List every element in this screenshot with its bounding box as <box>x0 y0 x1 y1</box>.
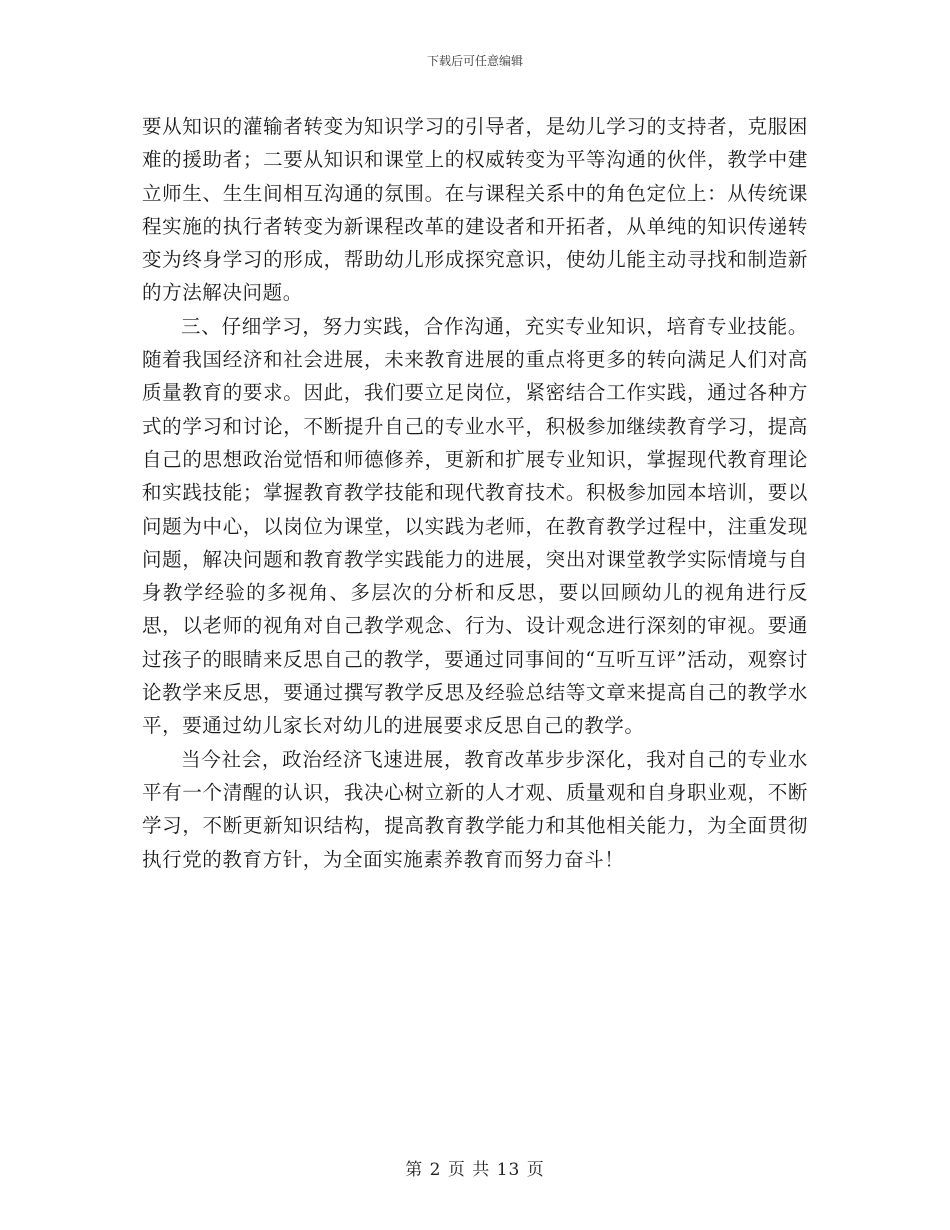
paragraph-continued: 要从知识的灌输者转变为知识学习的引导者，是幼儿学习的支持者，克服困难的援助者；二要从知识和课堂上的权威转变为平等沟通的伙伴，教学中建立师生、生生间相互沟通的氛围。在与课程关系中的角色定位上：从传统课程实施的执行者转变为新课程改革的建设者和开拓者，从单纯的知识传递转变为终身学习的形成，帮助幼儿形成探究意识，使幼儿能主动寻找和制造新的方法解决问题。 <box>142 115 808 305</box>
page-header: 下载后可任意编辑 <box>426 54 523 68</box>
document-body <box>142 110 808 876</box>
paragraph-section-three: 三、仔细学习，努力实践，合作沟通，充实专业知识，培育专业技能。随着我国经济和社会进展，未来教育进展的重点将更多的转向满足人们对高质量教育的要求。因此，我们要立足岗位，紧密结合工作实践，通过各种方式的学习和讨论，不断提升自己的专业水平，积极参加继续教育学习，提高自己的思想政治觉悟和师德修养，更新和扩展专业知识，掌握现代教育理论和实践技能；掌握教育教学技能和现代教育技术。积极参加园本培训，要以问题为中心，以岗位为课堂，以实践为老师，在教育教学过程中，注重发现问题，解决问题和教育教学实践能力的进展，突出对课堂教学实际情境与自身教学经验的多视角、多层次的分析和反思，要以回顾幼儿的视角进行反思，以老师的视角对自己教学观念、行为、设计观念进行深刻的审视。要通过孩子的眼睛来反思自己的教学，要通过同事间的“互听互评”活动，观察讨论教学来反思，要通过撰写教学反思及经验总结等文章来提高自己的教学水平，要通过幼儿家长对幼儿的进展要求反思自己的教学。 <box>142 314 808 738</box>
page-number-footer: 第 2 页 共 13 页 <box>405 1160 545 1180</box>
paragraph-conclusion: 当今社会，政治经济飞速进展，教育改革步步深化，我对自己的专业水平有一个清醒的认识，我决心树立新的人才观、质量观和自身职业观，不断学习，不断更新知识结构，提高教育教学能力和其他相关能力，为全面贯彻执行党的教育方针，为全面实施素养教育而努力奋斗！ <box>142 747 808 871</box>
